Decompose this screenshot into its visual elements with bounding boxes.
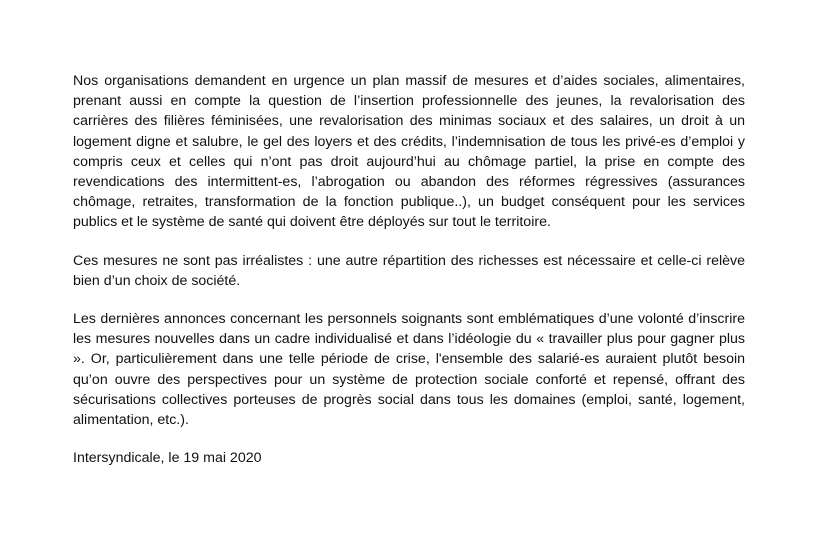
paragraph-recent-announcements: Les dernières annonces concernant les personnels soignants sont emblématiques d’une volonté d’inscrire les mesures nouvelles dans un cadre individualisé et dans l’idéologie du « travailler plus pour gagner plus ». Or, particulièrement dans une telle période de crise, l'ensemble des salarié-es auraient plutôt besoin qu’on ouvre des perspectives pour un système de protection sociale conforté et repensé, offrant des sécurisations collectives porteuses de progrès social dans tous les domaines (emploi, santé, logement, alimentation, etc.). (73, 311, 745, 429)
document-body (73, 71, 745, 468)
paragraph-wealth-distribution: Ces mesures ne sont pas irréalistes : une autre répartition des richesses est nécessaire et celle-ci relève bien d’un choix de société. (73, 252, 745, 289)
paragraph-demands: Nos organisations demandent en urgence un plan massif de mesures et d’aides sociales, alimentaires, prenant aussi en compte la question de l’insertion professionnelle des jeunes, la revalorisation des carrières des filières féminisées, une revalorisation des minimas sociaux et des salaires, un droit à un logement digne et salubre, le gel des loyers et des crédits, l’indemnisation de tous les privé-es d’emploi y compris ceux et celles qui n’ont pas droit aujourd’hui au chômage partiel, la prise en compte des revendications des intermittent-es, l’abrogation ou abandon des réformes régressives (assurances chômage, retraites, transformation de la fonction publique..), un budget conséquent pour les services publics et le système de santé qui doivent être déployés sur tout le territoire. (73, 73, 745, 231)
signature-date: Intersyndicale, le 19 mai 2020 (73, 450, 262, 467)
